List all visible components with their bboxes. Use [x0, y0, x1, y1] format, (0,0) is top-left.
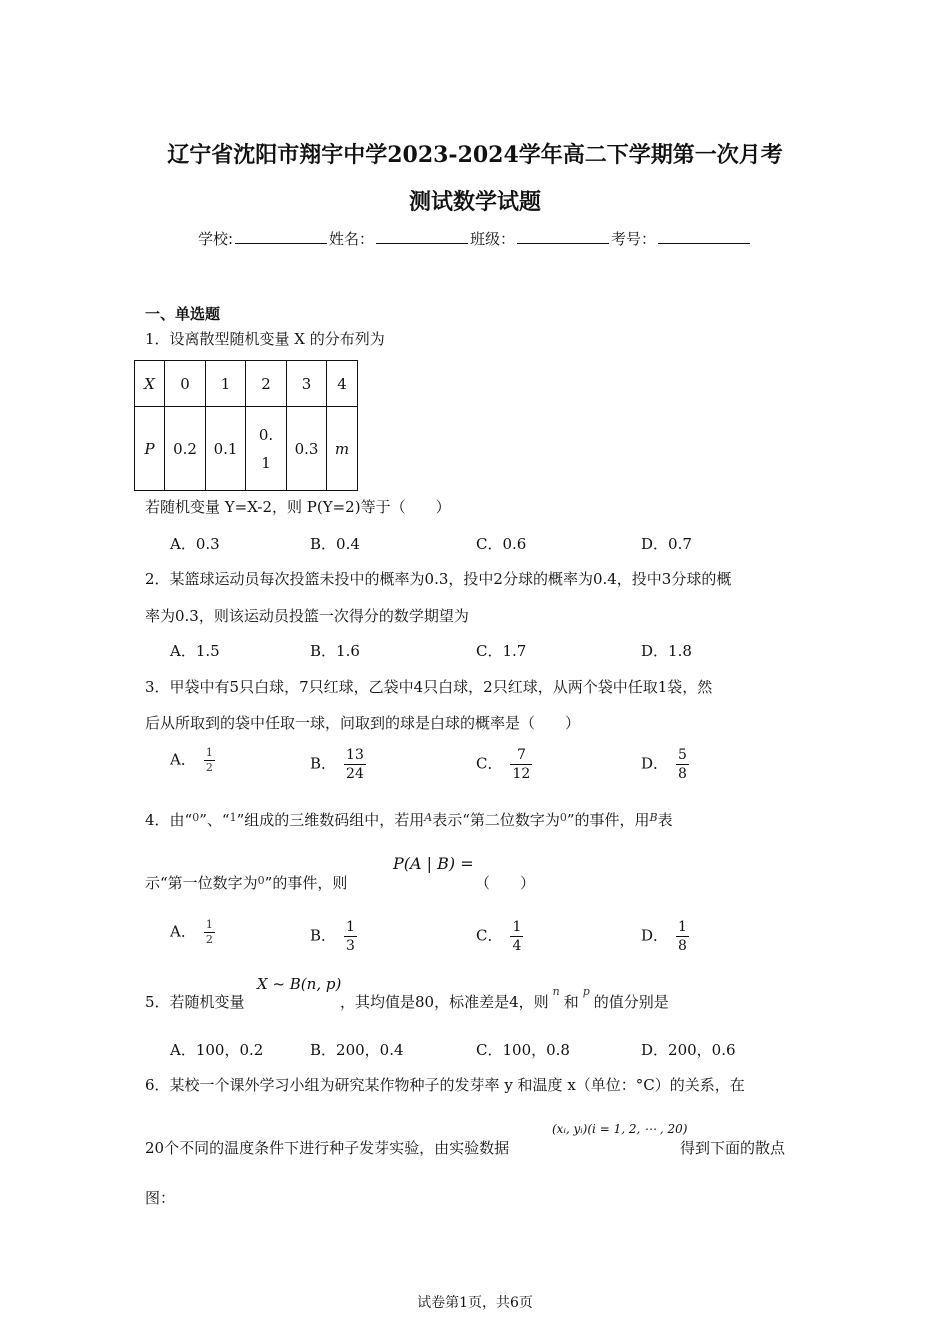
title-line-1: 辽宁省沈阳市翔宇中学2023-2024学年高二下学期第一次月考 — [167, 142, 783, 168]
fraction-numerator: 1 — [512, 919, 522, 935]
q4-conditional-probability-formula: P(A | B) = — [393, 854, 474, 873]
q3-option-d[interactable] — [641, 746, 689, 783]
title-line-2: 测试数学试题 — [408, 189, 541, 215]
text: 示“第一位数字为 — [145, 874, 258, 892]
q2-option-d[interactable]: D．1.8 — [641, 642, 692, 660]
symbol-one: 1 — [229, 811, 237, 824]
fraction-numerator: 1 — [205, 918, 213, 931]
text: ”组成的三维数码组中，若用 — [236, 811, 425, 829]
name-label: 姓名： — [329, 230, 375, 248]
symbol-n: n — [552, 985, 560, 998]
fraction-denominator: 12 — [512, 766, 531, 782]
q2-option-c[interactable]: C．1.7 — [476, 642, 527, 660]
text: 表 — [657, 811, 673, 829]
fraction — [204, 918, 215, 947]
option-label: C． — [476, 754, 503, 773]
option-label: C． — [476, 926, 503, 945]
fraction — [510, 918, 523, 955]
q5-option-c[interactable]: C．100，0.8 — [476, 1041, 570, 1059]
table-cell: 0.2 — [165, 407, 206, 491]
table-cell: 0.1 — [206, 407, 246, 491]
fraction-denominator: 3 — [346, 938, 355, 954]
q4-option-c[interactable] — [476, 918, 523, 955]
q3-option-b[interactable] — [310, 746, 366, 783]
fraction-denominator: 2 — [205, 761, 213, 774]
table-cell-part: 0. — [258, 425, 274, 444]
table-cell: 2 — [246, 361, 287, 407]
table-cell-part: 1 — [261, 453, 271, 472]
option-label: B． — [310, 754, 337, 773]
fraction — [344, 918, 357, 955]
q6-line-2b: 得到下面的散点 — [680, 1139, 786, 1157]
q1-option-c[interactable]: C．0.6 — [476, 535, 527, 553]
q4-option-d[interactable] — [641, 918, 689, 955]
q5-binomial-formula: X ~ B(n, p) — [257, 975, 342, 993]
q6-line-2a: 20个不同的温度条件下进行种子发芽实验，由实验数据 — [145, 1139, 510, 1157]
q2-line-2: 率为0.3，则该运动员投篮一次得分的数学期望为 — [145, 607, 469, 625]
school-blank[interactable] — [235, 229, 327, 244]
option-label: A． — [170, 750, 196, 769]
symbol-zero: 0 — [257, 874, 265, 887]
section-heading: 一、单选题 — [145, 305, 221, 323]
text: ”、“ — [199, 811, 230, 829]
id-blank[interactable] — [658, 229, 750, 244]
q1-ask: 若随机变量 Y=X-2，则 P(Y=2)等于（ ） — [145, 498, 451, 516]
q4-line-2 — [145, 872, 347, 893]
text: ”的事件，用 — [566, 811, 650, 829]
name-blank[interactable] — [376, 229, 468, 244]
table-cell: P — [135, 407, 165, 491]
q1-option-b[interactable]: B．0.4 — [310, 535, 360, 553]
q4-answer-paren: （ ） — [475, 874, 536, 892]
q1-option-d[interactable]: D．0.7 — [641, 535, 692, 553]
table-cell: 4 — [327, 361, 358, 407]
fraction-denominator: 8 — [678, 938, 687, 954]
table-cell: X — [135, 361, 165, 407]
text: ”的事件，则 — [264, 874, 348, 892]
fraction-denominator: 2 — [205, 933, 213, 946]
symbol-p: p — [582, 985, 590, 998]
symbol-zero: 0 — [559, 811, 567, 824]
option-label: D． — [641, 754, 669, 773]
page-footer: 试卷第1页，共6页 — [417, 1295, 533, 1311]
fraction — [204, 746, 215, 775]
q4-line-1 — [145, 809, 673, 830]
text: 表示“第二位数字为 — [432, 811, 560, 829]
q3-option-c[interactable] — [476, 746, 532, 783]
text: 4．由“ — [145, 811, 193, 829]
q4-option-a[interactable] — [170, 918, 215, 947]
q5-stem-start: 5．若随机变量 — [145, 993, 245, 1011]
fraction-denominator: 4 — [512, 938, 522, 954]
text: ，其均值是80，标准差是4，则 — [340, 993, 549, 1011]
option-label: A． — [170, 922, 196, 941]
symbol-a: A — [424, 811, 433, 824]
school-label: 学校: — [197, 230, 233, 248]
fraction — [676, 746, 689, 783]
table-cell: 3 — [287, 361, 327, 407]
fraction-numerator: 5 — [678, 747, 687, 763]
q2-option-a[interactable]: A．1.5 — [170, 642, 220, 660]
text: 的值分别是 — [593, 993, 669, 1011]
q1-distribution-table — [134, 360, 358, 491]
q1-stem: 1．设离散型随机变量 X 的分布列为 — [145, 330, 385, 348]
symbol-b: B — [649, 811, 658, 824]
fraction — [510, 746, 532, 783]
q5-stem-rest — [340, 985, 669, 1012]
q5-option-d[interactable]: D．200，0.6 — [641, 1041, 736, 1059]
text: 和 — [563, 993, 579, 1011]
id-label: 考号： — [611, 230, 657, 248]
fraction-numerator: 1 — [205, 746, 213, 759]
fraction-numerator: 7 — [510, 746, 532, 765]
option-label: D． — [641, 926, 669, 945]
student-info-line — [0, 228, 950, 249]
q6-data-formula: (xᵢ, yᵢ)(i = 1, 2, ⋯ , 20) — [552, 1122, 688, 1136]
class-label: 班级： — [470, 230, 516, 248]
q5-option-a[interactable]: A．100，0.2 — [170, 1041, 264, 1059]
fraction-denominator: 24 — [346, 766, 364, 782]
q5-option-b[interactable]: B．200，0.4 — [310, 1041, 404, 1059]
class-blank[interactable] — [517, 229, 609, 244]
q3-line-2: 后从所取到的袋中任取一球，问取到的球是白球的概率是（ ） — [145, 714, 581, 732]
q4-option-b[interactable] — [310, 918, 357, 955]
q1-option-a[interactable]: A．0.3 — [170, 535, 220, 553]
fraction-denominator: 8 — [678, 766, 687, 782]
fraction-numerator: 1 — [346, 919, 355, 935]
fraction-numerator: 1 — [678, 919, 687, 935]
fraction — [676, 918, 689, 955]
symbol-zero: 0 — [192, 811, 200, 824]
table-cell: m — [327, 407, 358, 491]
q3-option-a[interactable] — [170, 746, 215, 775]
q3-line-1: 3．甲袋中有5只白球，7只红球，乙袋中4只白球，2只红球，从两个袋中任取1袋，然 — [145, 678, 713, 696]
option-label: B． — [310, 926, 337, 945]
table-cell: 0.3 — [287, 407, 327, 491]
table-cell — [246, 407, 287, 491]
fraction-numerator: 13 — [346, 747, 364, 763]
fraction — [344, 746, 366, 783]
q2-option-b[interactable]: B．1.6 — [310, 642, 360, 660]
table-cell: 1 — [206, 361, 246, 407]
q2-line-1: 2．某篮球运动员每次投篮未投中的概率为0.3，投中2分球的概率为0.4，投中3分球的概 — [145, 570, 732, 588]
q6-line-1: 6．某校一个课外学习小组为研究某作物种子的发芽率 y 和温度 x（单位：°C）的关系，在 — [145, 1076, 745, 1094]
q6-line-3: 图： — [145, 1189, 176, 1207]
table-cell: 0 — [165, 361, 206, 407]
